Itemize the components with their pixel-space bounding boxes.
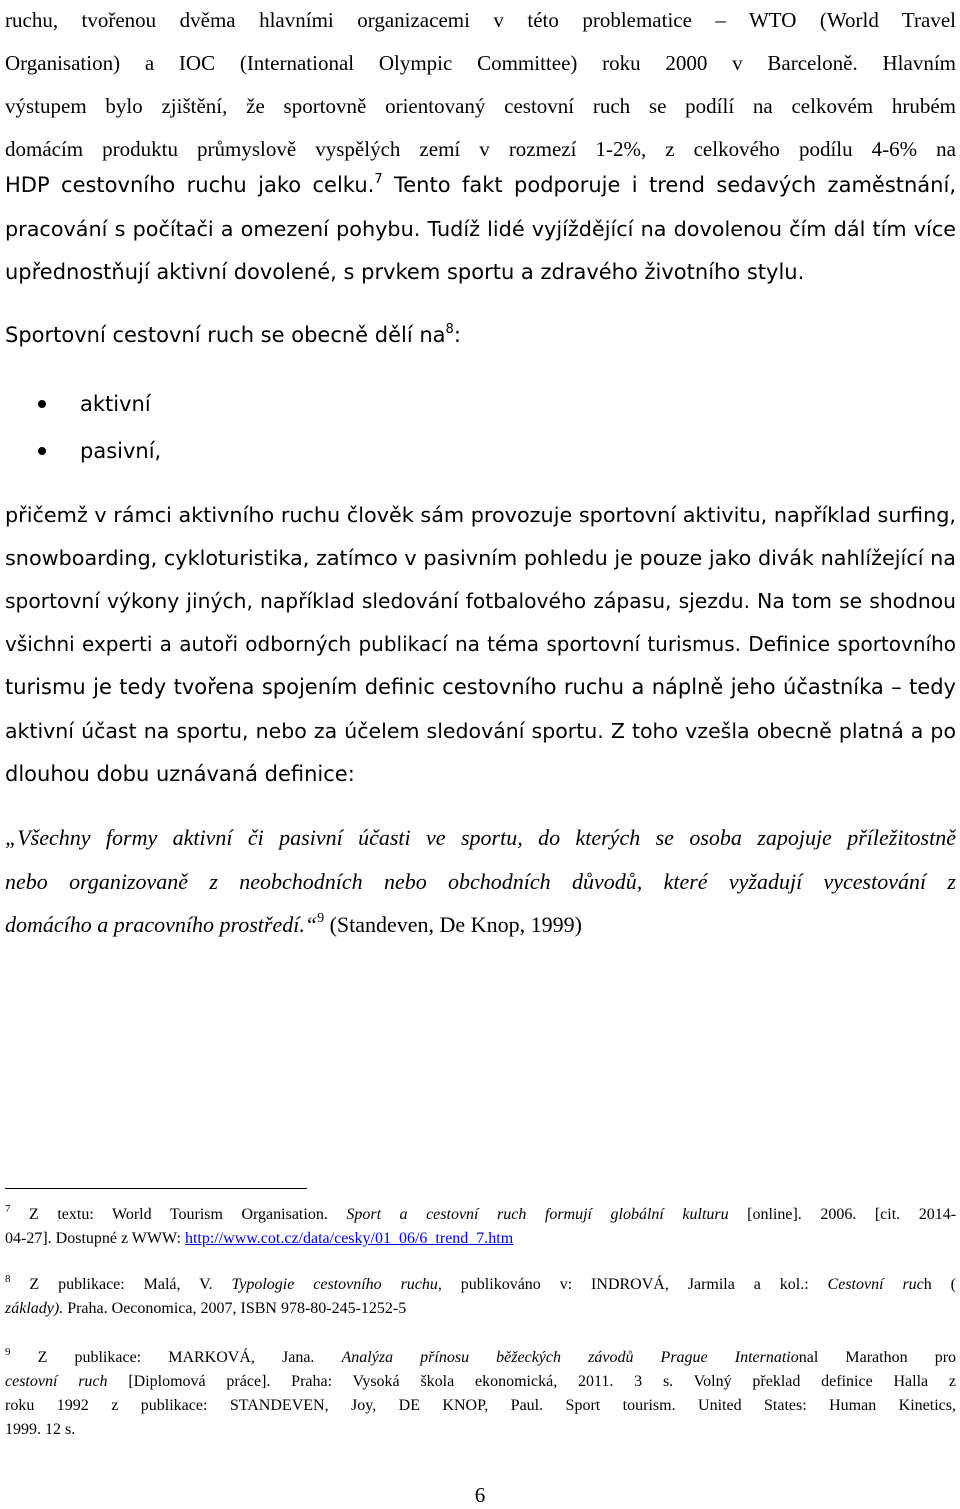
text-run: Z publikace: Malá, V.: [10, 1276, 232, 1293]
text-run: h (: [923, 1276, 957, 1293]
paragraph1-line: pracování s počítači a omezení pohybu. Tudíž lidé vyjíždějící na dovolenou čím dál tím více: [5, 217, 956, 241]
paragraph1-line: [5, 170, 956, 200]
list-item: aktivní: [80, 392, 151, 416]
paragraph1-line: výstupem bylo zjištění, že sportovně orientovaný cestovní ruch se podílí na celkovém hrubém: [5, 94, 956, 118]
text-run: Sportovní cestovní ruch se obecně dělí na: [5, 323, 446, 347]
text-run: Tento fakt podporuje i trend sedavých zaměstnání,: [382, 173, 956, 197]
bullet-icon: [38, 447, 46, 455]
bullet-icon: [38, 400, 46, 408]
page-number: 6: [474, 1483, 486, 1507]
text-run: :: [453, 323, 461, 347]
text-run: Analýza přínosu běžeckých závodů Prague Internatio: [341, 1349, 799, 1366]
paragraph1-line: upřednostňují aktivní dovolené, s prvkem sportu a zdravého životního stylu.: [5, 260, 805, 284]
footnote-9-line: [5, 1346, 956, 1369]
text-run: Z publikace: MARKOVÁ, Jana.: [10, 1349, 342, 1366]
paragraph2-line: dlouhou dobu uznávaná definice:: [5, 762, 355, 786]
text-run: Z textu: World Tourism Organisation.: [10, 1206, 347, 1223]
footnote-number: 8: [5, 1273, 11, 1285]
text-run: 04-27]. Dostupné z WWW:: [5, 1230, 185, 1247]
paragraph1-line: Organisation) a IOC (International Olympic Committee) roku 2000 v Barceloně. Hlavním: [5, 51, 956, 75]
text-run: Cestovní ruc: [827, 1276, 924, 1293]
paragraph2-line: všichni experti a autoři odborných publikací na téma sportovní turismus. Definice sportovního: [5, 632, 956, 656]
text-run: , publikováno v: INDROVÁ, Jarmila a kol.:: [437, 1276, 828, 1293]
text-run: Praha. Oeconomica, 2007, ISBN 978-80-245-1252-5: [63, 1300, 407, 1317]
paragraph2-line: sportovní výkony jiných, například sledování fotbalového zápasu, sjezdu. Na tom se shodnou: [5, 589, 956, 613]
text-run: nal Marathon pro: [798, 1349, 957, 1366]
footnote-9-line: [5, 1370, 956, 1393]
source-link[interactable]: http://www.cot.cz/data/cesky/01_06/6_trend_7.htm: [184, 1230, 514, 1247]
footnote-9-line: roku 1992 z publikace: STANDEVEN, Joy, DE KNOP, Paul. Sport tourism. United States: Human Kinetics,: [5, 1397, 956, 1414]
footnote-ref-9[interactable]: 9: [317, 911, 325, 926]
text-run: Typologie cestovního ruchu: [231, 1276, 438, 1293]
text-run: HDP cestovního ruchu jako celku.: [5, 173, 375, 197]
paragraph2-line: snowboarding, cykloturistika, zatímco v pasivním pohledu je pouze jako divák nahlížející na: [5, 546, 956, 570]
paragraph1-line: domácím produktu průmyslově vyspělých zemí v rozmezí 1-2%, z celkového podílu 4-6% na: [5, 137, 956, 161]
footnote-9-line: 1999. 12 s.: [5, 1421, 76, 1438]
paragraph1-line: ruchu, tvořenou dvěma hlavními organizacemi v této problematice – WTO (World Travel: [5, 8, 956, 32]
text-run: [online]. 2006. [cit. 2014-: [728, 1206, 957, 1223]
footnote-separator: [5, 1188, 307, 1189]
definition-quote-line: [5, 866, 956, 898]
quote-citation: (Standeven, De Knop, 1999): [324, 912, 582, 937]
quote-text: domácího a pracovního prostředí.“: [5, 912, 318, 937]
definition-quote-line: [5, 909, 956, 941]
footnote-number: 9: [5, 1346, 11, 1358]
footnote-ref-7[interactable]: 7: [374, 172, 383, 187]
paragraph2-line: přičemž v rámci aktivního ruchu člověk sám provozuje sportovní aktivitu, například surfing,: [5, 503, 956, 527]
footnote-7-line: [5, 1227, 956, 1250]
text-run: cestovní ruch: [5, 1373, 108, 1390]
list-item: pasivní,: [80, 439, 162, 463]
footnote-8-line: [5, 1297, 956, 1320]
footnote-8-line: [5, 1273, 956, 1296]
footnote-ref-8[interactable]: 8: [445, 322, 454, 337]
paragraph2-line: aktivní účast na sportu, nebo za účelem sledování sportu. Z toho vzešla obecně platná a po: [5, 719, 956, 743]
footnote-7-line: [5, 1203, 956, 1226]
paragraph2-line: turismu je tedy tvořena spojením definic cestovního ruchu a náplně jeho účastníka – tedy: [5, 675, 956, 699]
text-run: základy).: [5, 1300, 64, 1317]
quote-text: „Všechny formy aktivní či pasivní účasti ve sportu, do kterých se osoba zapojuje příležitostně: [5, 825, 956, 850]
text-run: Sport a cestovní ruch formují globální kulturu: [346, 1206, 729, 1223]
definition-quote-line: [5, 822, 956, 854]
quote-text: nebo organizovaně z neobchodních nebo obchodních důvodů, které vyžadují vycestování z: [5, 869, 956, 894]
footnote-number: 7: [5, 1203, 11, 1215]
division-sentence: [5, 320, 956, 350]
text-run: [Diplomová práce]. Praha: Vysoká škola ekonomická, 2011. 3 s. Volný překlad definice Halla z: [107, 1373, 957, 1390]
